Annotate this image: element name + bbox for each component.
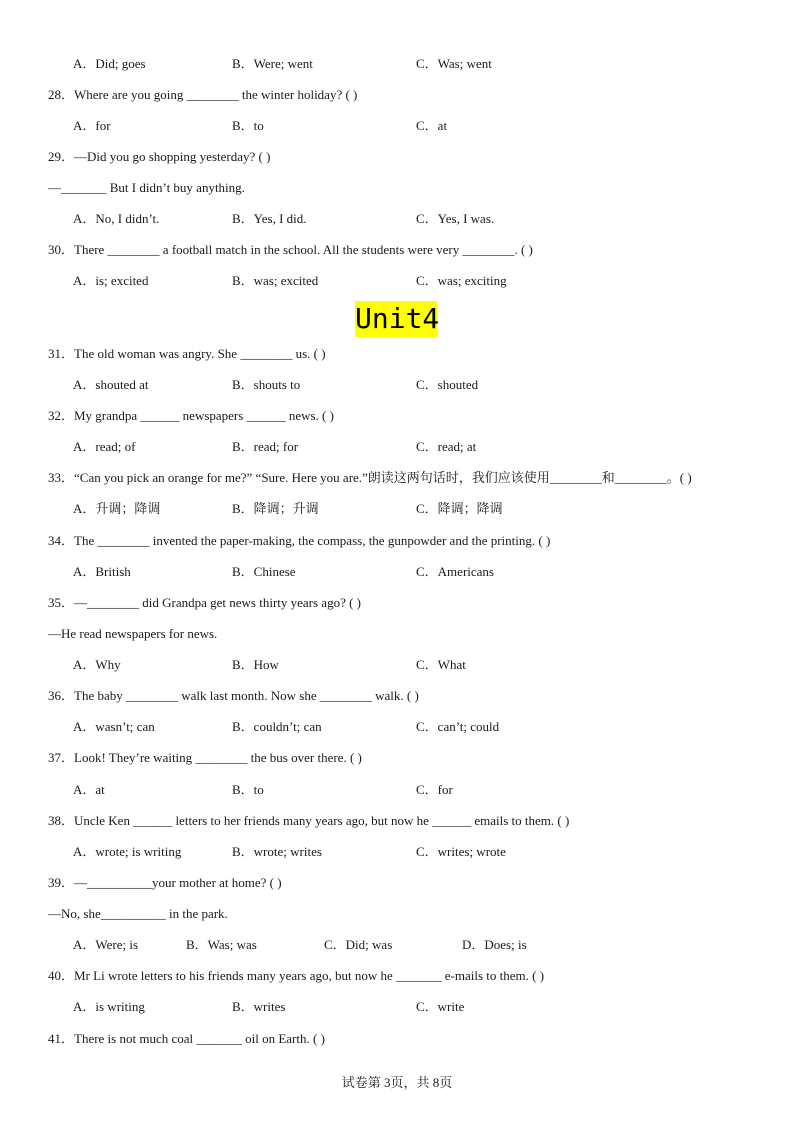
answer-option: B．How <box>232 657 279 672</box>
answer-option: B．Were; went <box>232 56 313 71</box>
answer-option: A．is writing <box>73 999 145 1014</box>
question-line: —_______ But I didn’t buy anything. <box>48 180 245 195</box>
answer-option: B．wrote; writes <box>232 844 322 859</box>
answer-option: B．writes <box>232 999 286 1014</box>
answer-option: A．at <box>73 782 105 797</box>
answer-option: A．升调；降调 <box>73 501 161 516</box>
answer-option: A．shouted at <box>73 377 149 392</box>
question-line: —No, she__________ in the park. <box>48 906 228 921</box>
question-line: —He read newspapers for news. <box>48 626 218 641</box>
question-line: 41．There is not much coal _______ oil on Earth. ( ) <box>48 1031 325 1046</box>
answer-option: B．Chinese <box>232 564 296 579</box>
question-line: 40．Mr Li wrote letters to his friends many years ago, but now he _______ e-mails to them. ( ) <box>48 968 545 983</box>
answer-option: C．read; at <box>416 439 477 454</box>
answer-option: B．Was; was <box>186 937 257 952</box>
answer-option: A．read; of <box>73 439 136 454</box>
unit-heading: Unit4 <box>355 302 440 335</box>
answer-option: C．Did; was <box>324 937 393 952</box>
answer-option: A．for <box>73 118 111 133</box>
answer-option: C．write <box>416 999 465 1014</box>
answer-option: C．for <box>416 782 453 797</box>
answer-option: A．No, I didn’t. <box>73 211 160 226</box>
answer-option: B．Yes, I did. <box>232 211 307 226</box>
answer-option: C．can’t; could <box>416 719 500 734</box>
answer-option: C．降调；降调 <box>416 501 503 516</box>
question-line: 33．“Can you pick an orange for me?” “Sure. Here you are.”朗读这两句话时，我们应该使用________和________。( ) <box>48 470 692 485</box>
answer-option: C．was; exciting <box>416 273 507 288</box>
answer-option: A．British <box>73 564 131 579</box>
answer-option: B．read; for <box>232 439 299 454</box>
answer-option: C．Yes, I was. <box>416 211 495 226</box>
answer-option: A．is; excited <box>73 273 149 288</box>
answer-option: D．Does; is <box>462 937 527 952</box>
answer-option: C．shouted <box>416 377 479 392</box>
question-line: 34．The ________ invented the paper-making, the compass, the gunpowder and the printing. ( ) <box>48 533 551 548</box>
answer-option: B．to <box>232 118 264 133</box>
question-line: 29．—Did you go shopping yesterday? ( ) <box>48 149 271 164</box>
answer-option: A．Why <box>73 657 121 672</box>
answer-option: B．shouts to <box>232 377 301 392</box>
answer-option: C．writes; wrote <box>416 844 506 859</box>
answer-option: B．was; excited <box>232 273 319 288</box>
answer-option: A．Were; is <box>73 937 139 952</box>
question-line: 31．The old woman was angry. She ________ us. ( ) <box>48 346 326 361</box>
answer-option: A．wrote; is writing <box>73 844 182 859</box>
question-line: 28．Where are you going ________ the winter holiday? ( ) <box>48 87 358 102</box>
question-line: 35．—________ did Grandpa get news thirty years ago? ( ) <box>48 595 362 610</box>
question-line: 30．There ________ a football match in the school. All the students were very ________. ( ) <box>48 242 533 257</box>
question-line: 32．My grandpa ______ newspapers ______ news. ( ) <box>48 408 334 423</box>
answer-option: C．Americans <box>416 564 494 579</box>
answer-option: B．to <box>232 782 264 797</box>
answer-option: A．Did; goes <box>73 56 146 71</box>
answer-option: C．Was; went <box>416 56 492 71</box>
question-line: 39．—__________your mother at home? ( ) <box>48 875 282 890</box>
page-footer: 试卷第 3页，共 8页 <box>341 1075 453 1090</box>
answer-option: A．wasn’t; can <box>73 719 155 734</box>
question-line: 36．The baby ________ walk last month. Now she ________ walk. ( ) <box>48 688 419 703</box>
question-line: 38．Uncle Ken ______ letters to her friends many years ago, but now he ______ emails to them. ( ) <box>48 813 570 828</box>
answer-option: B．couldn’t; can <box>232 719 322 734</box>
answer-option: C．What <box>416 657 466 672</box>
answer-option: C．at <box>416 118 448 133</box>
question-line: 37．Look! They’re waiting ________ the bus over there. ( ) <box>48 750 362 765</box>
answer-option: B．降调；升调 <box>232 501 319 516</box>
